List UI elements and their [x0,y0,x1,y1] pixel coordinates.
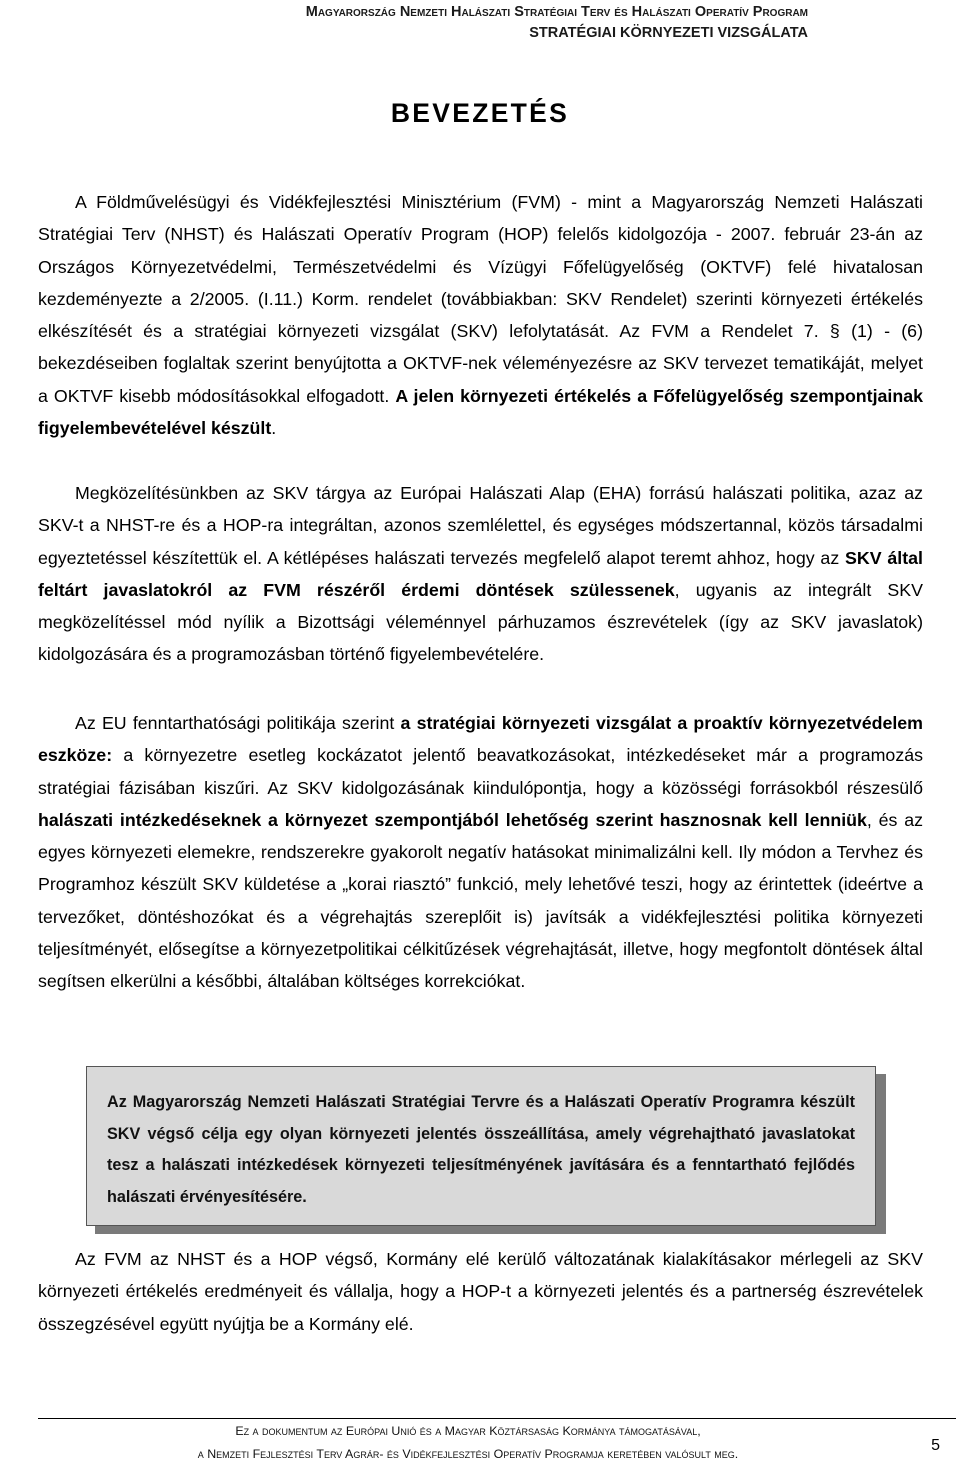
p1-text-2: . [271,418,277,439]
p4-text: Az FVM az NHST és a HOP végső, Kormány elé kerülő változatának kialakításakor mérlegeli az SKV környezeti értékelés eredményeit és vállalja, hogy a HOP-t a környezeti jelentés és a partnerség észrevételek összegzésével együtt nyújtja be a Kormány elé. [38,1249,923,1334]
p1-text-1: A Földművelésügyi és Vidékfejlesztési Minisztérium (FVM) - mint a Magyarország Nemzeti Halászati Stratégiai Terv (NHST) és Halászati Operatív Program (HOP) felelős kidolgozója - 2007. február 23-án az Országos Környezetvédelmi, Természetvédelmi és Vízügyi Főfelügyelőség (OKTVF) felé hivatalosan kezdeményezte a 2/2005. (I.11.) Korm. rendelet (továbbiakban: SKV Rendelet) szerinti környezeti értékelés elkészítését és a stratégiai környezeti vizsgálat (SKV) lefolytatását. Az FVM a Rendelet 7. § (1) - (6) bekezdéseiben foglaltak szerint benyújtotta a OKTVF-nek véleményezésre az SKV tervezet tematikáját, melyet a OKTVF kisebb módosításokkal elfogadott. [38,192,923,406]
paragraph-3 [38,707,923,998]
p3-text-3: , és az egyes környezeti elemekre, rendszerekre gyakorolt negatív hatásokat minimalizálni kell. Ily módon a Tervhez és Programhoz készült SKV küldetése a „korai riasztó” funkció, mely lehetővé teszi, hogy az érintettek (ideértve a tervezőket, döntéshozókat és a végrehajtás szereplőit is) javítsák a vidékfejlesztési politika környezeti teljesítményét, elősegítse a környezetpolitikai célkitűzések végrehajtását, illetve, hogy megfontolt döntések által segítsen elkerülni a későbbi, általában költséges korrekciókat. [38,809,923,992]
footer [88,1420,848,1466]
header-line-1: Magyarország Nemzeti Halászati Stratégiai Terv és Halászati Operatív Program [305,4,808,20]
paragraph-2 [38,477,923,671]
p3-text-2: a környezetre esetleg kockázatot jelentő beavatkozásokat, intézkedéseket már a programozás stratégiai fázisában kiszűri. Az SKV kidolgozásának kiindulópontja, hogy a közösségi forrásokból részesülő [38,745,923,798]
p2-bold-1: SKV által feltárt javaslatokról az FVM részéről érdemi döntések szülessenek [38,547,923,600]
page-number: 5 [931,1437,940,1454]
p3-bold-1: a stratégiai környezeti vizsgálat a proaktív környezetvédelem eszköze: [38,713,923,766]
p3-text-1: Az EU fenntarthatósági politikája szerint [75,713,401,733]
paragraph-1 [38,186,923,444]
section-title: BEVEZETÉS [390,98,570,128]
p2-text-1: Megközelítésünkben az SKV tárgya az Európai Halászati Alap (EHA) forrású halászati politika, azaz az SKV-t a NHST-re és a HOP-ra integráltan, azonos szemlélettel, és egységes módszertannal, közös társadalmi egyeztetéssel készítettük el. A kétlépéses halászati tervezés megfelelő alapot teremt ahhoz, hogy az [38,483,923,568]
callout-text: Az Magyarország Nemzeti Halászati Stratégiai Tervre és a Halászati Operatív Programra készült SKV végső célja egy olyan környezeti jelentés összeállítása, amely végrehajtható javaslatokat tesz a halászati intézkedések környezeti teljesítményének javítására és a fenntartható fejlődés halászati érvényesítésére. [107,1093,855,1206]
summary-callout-box [86,1066,876,1226]
footer-divider [38,1418,956,1419]
paragraph-4 [38,1243,923,1340]
p3-bold-2: halászati intézkedéseknek a környezet szempontjából lehetőség szerint hasznosnak kell lenniük [38,809,867,830]
p2-text-2: , ugyanis az integrált SKV megközelítéssel mód nyílik a Bizottsági véleménnyel párhuzamos észrevételek (így az SKV javaslatok) kidolgozására és a programozásban történő figyelembevételére. [38,579,923,665]
running-header [306,2,808,44]
p1-bold-1: A jelen környezeti értékelés a Főfelügyelőség szempontjainak figyelembevételével készült [38,385,923,439]
footer-line-2: a Nemzeti Fejlesztési Terv Agrár- és Vidékfejlesztési Operatív Programja keretében valósult meg. [197,1447,739,1461]
header-line-2: STRATÉGIAI KÖRNYEZETI VIZSGÁLATA [529,25,808,41]
footer-line-1: Ez a dokumentum az Európai Unió és a Magyar Köztársaság Kormánya támogatásával, [235,1424,701,1438]
